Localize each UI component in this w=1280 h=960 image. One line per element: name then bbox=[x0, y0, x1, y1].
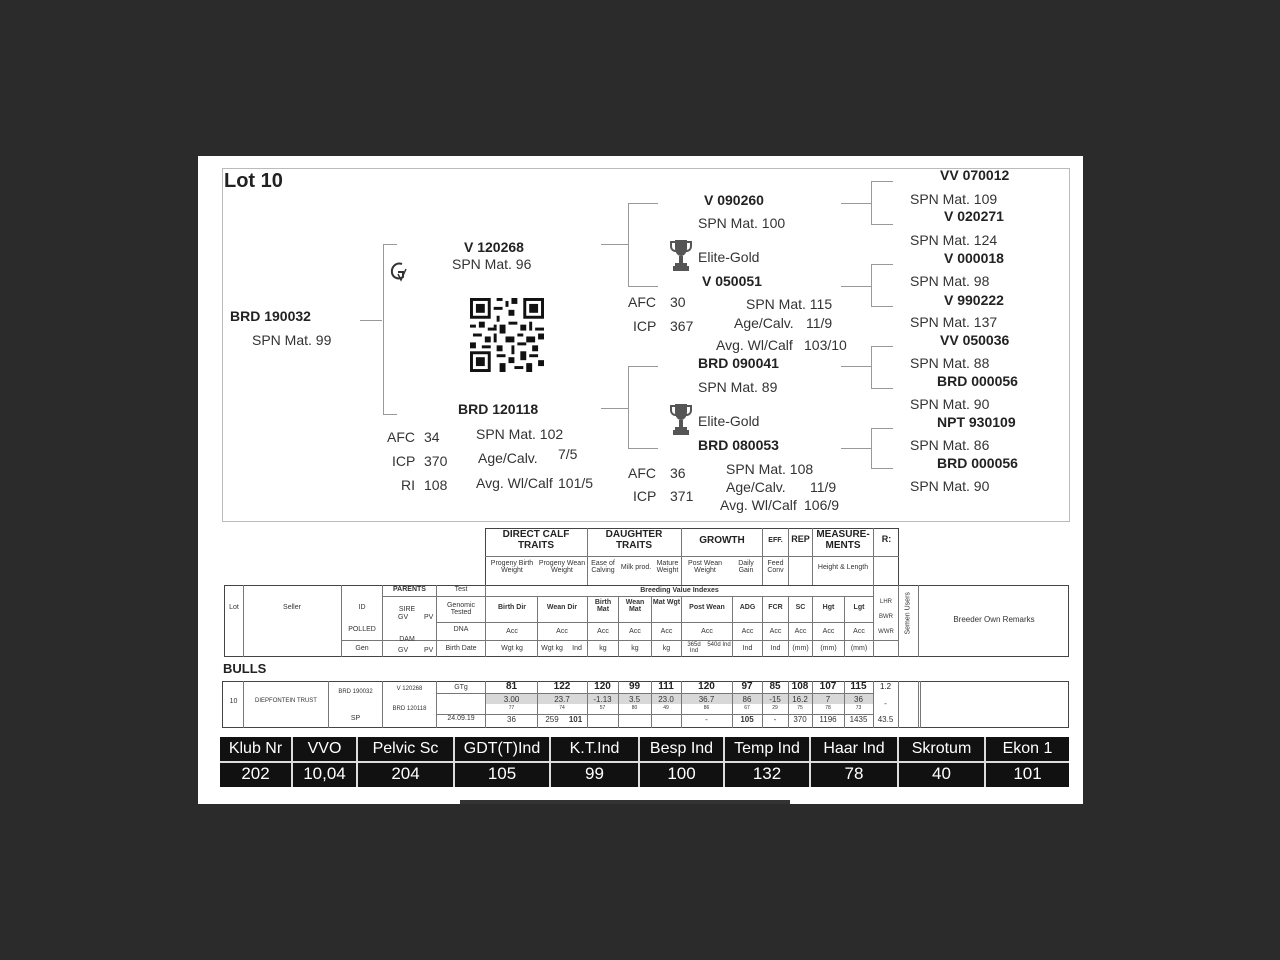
unit-label: (mm) bbox=[792, 645, 809, 652]
acc-label: Acc bbox=[660, 628, 673, 635]
row-sp: SP bbox=[350, 715, 361, 722]
subgroup-label: Ease of Calving bbox=[591, 560, 615, 574]
dam-dam-avg-label: Avg. Wl/Calf bbox=[720, 497, 797, 513]
raw-value: 259 bbox=[545, 715, 559, 724]
row-birth: 24.09.19 bbox=[447, 715, 475, 722]
summary-value: 40 bbox=[932, 764, 951, 783]
col-mat-wgt: Mat Wgt bbox=[652, 599, 681, 606]
hdr-gen: Gen bbox=[355, 645, 369, 652]
subgroup-label: Post Wean Weight bbox=[687, 560, 723, 574]
unit-label: Wgt kg bbox=[541, 645, 563, 652]
summary-label: Besp Ind bbox=[649, 740, 714, 757]
unit-label: Ind bbox=[742, 645, 753, 652]
lot-title: Lot 10 bbox=[224, 170, 283, 192]
hdr-dna: DNA bbox=[453, 626, 469, 633]
group-rep: REP bbox=[791, 534, 810, 544]
gen3-id: VV 050036 bbox=[940, 332, 1010, 348]
summary-value: 101 bbox=[1013, 764, 1042, 783]
gen3-spn: SPN Mat. 90 bbox=[910, 478, 990, 494]
bv-value: 1.2 bbox=[879, 682, 892, 691]
dam-icp-label: ICP bbox=[392, 453, 416, 469]
raw-value: 23.7 bbox=[554, 695, 570, 704]
bv-value: 108 bbox=[791, 681, 809, 692]
unit-label: 540d Ind bbox=[707, 642, 731, 648]
summary-label: Temp Ind bbox=[734, 740, 800, 757]
sire-dam-avg: 103/10 bbox=[804, 337, 847, 353]
summary-value: 105 bbox=[487, 764, 517, 783]
dam-age: 7/5 bbox=[558, 446, 578, 462]
hdr-bvi: Breeding Value Indexes bbox=[640, 587, 719, 594]
gen3-id: V 020271 bbox=[944, 208, 1004, 224]
bv-value: 107 bbox=[819, 681, 837, 692]
dam-dam-afc: 36 bbox=[670, 465, 686, 481]
raw-value: - bbox=[773, 715, 777, 724]
bv-value: 99 bbox=[628, 681, 641, 692]
acc-value: 78 bbox=[825, 705, 831, 711]
bv-value: 120 bbox=[594, 681, 611, 692]
acc-label: Acc bbox=[506, 628, 518, 635]
summary-label: K.T.Ind bbox=[569, 740, 620, 757]
row-test: GTg bbox=[454, 684, 468, 691]
acc-value: 73 bbox=[855, 705, 862, 711]
col-wean-dir: Wean Dir bbox=[546, 604, 578, 611]
raw-value: 36 bbox=[507, 715, 516, 724]
gen3-spn: SPN Mat. 137 bbox=[910, 314, 998, 330]
gen3-spn: SPN Mat. 124 bbox=[910, 232, 998, 248]
sire-dam-avg-label: Avg. Wl/Calf bbox=[716, 337, 793, 353]
trophy-icon bbox=[670, 402, 692, 436]
raw-value: 105 bbox=[740, 715, 754, 724]
dam-afc-label: AFC bbox=[387, 429, 415, 445]
summary-label: Ekon 1 bbox=[1002, 740, 1053, 757]
acc-value: 57 bbox=[599, 705, 606, 711]
row-seller: DIEPFONTEIN TRUST bbox=[255, 698, 317, 704]
hdr-gv: GV bbox=[398, 647, 409, 654]
sire-afc: 30 bbox=[670, 294, 686, 310]
unit-label: 365d Ind bbox=[687, 642, 701, 654]
raw-value: 23.0 bbox=[658, 695, 674, 704]
unit-label: (mm) bbox=[850, 645, 868, 652]
dam-dam-icp: 371 bbox=[670, 488, 694, 504]
hdr-bwr: BWR bbox=[879, 614, 893, 620]
bv-value: 97 bbox=[741, 681, 753, 692]
bv-value: 81 bbox=[505, 681, 518, 692]
acc-value: 49 bbox=[663, 705, 669, 711]
dam-dam-age: 11/9 bbox=[810, 479, 837, 495]
row-dam: BRD 120118 bbox=[392, 706, 427, 712]
subgroup-label: Feed Conv bbox=[767, 560, 784, 574]
bv-value: 122 bbox=[553, 681, 571, 692]
gen3-spn: SPN Mat. 88 bbox=[910, 355, 990, 371]
hdr-genomic: Genomic Tested bbox=[446, 602, 475, 616]
sire-icp: 367 bbox=[670, 318, 694, 334]
raw-value: 43.5 bbox=[877, 715, 894, 724]
sire-dam-age: 11/9 bbox=[806, 315, 833, 331]
raw-value: -15 bbox=[769, 695, 781, 704]
dam-dam-avg: 106/9 bbox=[804, 497, 840, 513]
subgroup-label: Daily Gain bbox=[738, 560, 754, 574]
unit-label: Wgt kg bbox=[501, 645, 523, 652]
raw-value: 3.00 bbox=[503, 695, 520, 704]
raw-value: - bbox=[884, 699, 887, 708]
bottom-tab-strip bbox=[460, 800, 790, 804]
hdr-remarks: Breeder Own Remarks bbox=[953, 615, 1035, 624]
gen3-spn: SPN Mat. 90 bbox=[910, 396, 990, 412]
hdr-polled: POLLED bbox=[348, 626, 376, 633]
animal-id: BRD 190032 bbox=[230, 308, 311, 324]
dam-sire-elite: Elite-Gold bbox=[698, 413, 760, 429]
raw-value: 7 bbox=[825, 695, 831, 704]
summary-value: 78 bbox=[844, 764, 864, 783]
gen3-spn: SPN Mat. 86 bbox=[910, 437, 990, 453]
subgroup-label: Progeny Wean Weight bbox=[538, 560, 586, 574]
acc-value: 29 bbox=[772, 705, 778, 711]
sire-spn: SPN Mat. 96 bbox=[452, 256, 532, 272]
sire-sire-spn: SPN Mat. 100 bbox=[698, 215, 786, 231]
subgroup-label: Mature Weight bbox=[656, 560, 679, 574]
bv-value: 115 bbox=[850, 681, 867, 692]
summary-label: VVO bbox=[307, 740, 342, 757]
hdr-seller: Seller bbox=[283, 604, 301, 611]
acc-label: Acc bbox=[822, 628, 835, 635]
summary-label: Klub Nr bbox=[228, 740, 283, 757]
dam-sire-id: BRD 090041 bbox=[698, 355, 779, 371]
breed-logo-icon bbox=[388, 260, 410, 282]
dam-icp: 370 bbox=[424, 453, 448, 469]
sire-dam-spn: SPN Mat. 115 bbox=[746, 296, 833, 312]
dam-avg: 101/5 bbox=[558, 475, 594, 491]
col-hgt: Hgt bbox=[822, 604, 835, 611]
acc-label: Acc bbox=[741, 628, 754, 635]
gen3-id: BRD 000056 bbox=[937, 373, 1018, 389]
raw-value: 16.2 bbox=[792, 695, 808, 704]
pedigree-card bbox=[198, 156, 1083, 804]
col-birth-mat: Birth Mat bbox=[594, 599, 612, 613]
unit-label: kg bbox=[662, 645, 671, 652]
dam-dam-spn: SPN Mat. 108 bbox=[726, 461, 814, 477]
trophy-icon bbox=[670, 238, 692, 272]
acc-label: Acc bbox=[701, 628, 713, 635]
summary-label: Pelvic Sc bbox=[372, 740, 439, 757]
bulls-heading: BULLS bbox=[223, 661, 267, 676]
hdr-wwr: WWR bbox=[878, 629, 894, 635]
unit-label: (mm) bbox=[820, 645, 837, 652]
hdr-pv: PV bbox=[424, 614, 434, 621]
gen3-spn: SPN Mat. 109 bbox=[910, 191, 998, 207]
dam-afc: 34 bbox=[424, 429, 440, 445]
dam-age-label: Age/Calv. bbox=[478, 450, 538, 466]
group-growth: GROWTH bbox=[699, 535, 745, 546]
qr-code bbox=[470, 298, 544, 372]
group-direct-calf: DIRECT CALF TRAITS bbox=[502, 529, 570, 551]
raw-value: 3.5 bbox=[628, 695, 641, 704]
sire-dam-id: V 050051 bbox=[702, 273, 762, 289]
hdr-id: ID bbox=[358, 604, 366, 611]
dam-dam-icp-label: ICP bbox=[633, 488, 657, 504]
col-birth-dir: Birth Dir bbox=[498, 604, 526, 611]
dam-dam-age-label: Age/Calv. bbox=[726, 479, 786, 495]
sire-dam-age-label: Age/Calv. bbox=[734, 315, 794, 331]
hdr-test: Test bbox=[454, 586, 468, 593]
acc-label: Acc bbox=[629, 628, 641, 635]
sire-afc-label: AFC bbox=[628, 294, 656, 310]
summary-label: GDT(T)Ind bbox=[463, 740, 541, 757]
raw-value: 86 bbox=[742, 695, 752, 704]
raw-value: 101 bbox=[568, 715, 583, 724]
col-wean-mat: Wean Mat bbox=[625, 599, 645, 613]
summary-value: 100 bbox=[667, 764, 696, 783]
hdr-dam: DAM bbox=[399, 636, 415, 643]
col-sc: SC bbox=[795, 604, 806, 611]
hdr-lhr: LHR bbox=[879, 599, 892, 605]
dam-spn: SPN Mat. 102 bbox=[476, 426, 564, 442]
raw-value: 36 bbox=[854, 695, 863, 704]
acc-label: Acc bbox=[853, 628, 865, 635]
summary-label: Haar Ind bbox=[823, 740, 885, 757]
unit-label: Ind bbox=[572, 645, 582, 652]
dam-avg-label: Avg. Wl/Calf bbox=[476, 475, 553, 491]
hdr-sire: SIRE bbox=[398, 606, 416, 613]
subgroup-label: Height & Length bbox=[817, 564, 869, 571]
summary-value: 204 bbox=[391, 764, 420, 783]
group-eff: EFF. bbox=[768, 537, 783, 544]
acc-label: Acc bbox=[556, 628, 568, 635]
hdr-lot: Lot bbox=[229, 604, 239, 611]
sire-sire-id: V 090260 bbox=[704, 192, 764, 208]
summary-value: 99 bbox=[585, 764, 604, 783]
gen3-id: V 990222 bbox=[944, 292, 1004, 308]
acc-label: Acc bbox=[769, 628, 782, 635]
hdr-pv: PV bbox=[424, 647, 434, 654]
hdr-parents: PARENTS bbox=[393, 586, 426, 593]
acc-value: 75 bbox=[797, 705, 803, 711]
group-daughter: DAUGHTER TRAITS bbox=[605, 529, 663, 551]
sire-id: V 120268 bbox=[464, 239, 524, 255]
subgroup-label: Milk prod. bbox=[620, 564, 652, 571]
acc-value: 86 bbox=[703, 705, 710, 711]
group-r: R: bbox=[881, 534, 892, 544]
gen3-spn: SPN Mat. 98 bbox=[910, 273, 990, 289]
summary-value: 132 bbox=[752, 764, 782, 783]
col-fcr: FCR bbox=[768, 604, 783, 611]
dam-id: BRD 120118 bbox=[458, 401, 539, 417]
animal-spn: SPN Mat. 99 bbox=[252, 332, 332, 348]
hdr-gv: GV bbox=[398, 614, 409, 621]
raw-value: 36.7 bbox=[698, 695, 715, 704]
gen3-id: V 000018 bbox=[944, 250, 1004, 266]
summary-value: 10,04 bbox=[303, 764, 346, 783]
unit-label: kg bbox=[631, 645, 639, 652]
dam-dam-id: BRD 080053 bbox=[698, 437, 779, 453]
gen3-id: NPT 930109 bbox=[937, 414, 1016, 430]
acc-value: 74 bbox=[559, 705, 565, 711]
summary-label: Skrotum bbox=[911, 740, 972, 757]
dam-sire-spn: SPN Mat. 89 bbox=[698, 379, 778, 395]
summary-value: 202 bbox=[241, 764, 270, 783]
dam-ri-label: RI bbox=[401, 477, 415, 493]
unit-label: Ind bbox=[770, 645, 781, 652]
summary-bar bbox=[220, 737, 1069, 787]
raw-value: 1196 bbox=[819, 715, 837, 724]
bv-value: 111 bbox=[658, 681, 674, 692]
raw-value: 370 bbox=[793, 715, 807, 724]
col-post-wean: Post Wean bbox=[689, 604, 725, 611]
dam-ri: 108 bbox=[424, 477, 448, 493]
bv-value: 120 bbox=[698, 681, 715, 692]
dam-dam-afc-label: AFC bbox=[628, 465, 656, 481]
raw-value: 1435 bbox=[849, 715, 868, 724]
gen3-id: BRD 000056 bbox=[937, 455, 1018, 471]
acc-value: 67 bbox=[744, 705, 750, 711]
col-lgt: Lgt bbox=[853, 604, 865, 611]
unit-label: kg bbox=[599, 645, 607, 652]
raw-value: -1.13 bbox=[593, 695, 612, 704]
acc-value: 80 bbox=[631, 705, 638, 711]
acc-label: Acc bbox=[597, 628, 609, 635]
row-id: BRD 190032 bbox=[338, 689, 373, 695]
col-adg: ADG bbox=[739, 604, 756, 611]
group-measurements: MEASURE- MENTS bbox=[816, 529, 870, 551]
row-sire: V 120268 bbox=[396, 686, 423, 692]
acc-label: Acc bbox=[794, 628, 807, 635]
acc-value: 77 bbox=[508, 705, 515, 711]
bv-value: 85 bbox=[769, 681, 781, 692]
hdr-birth-date: Birth Date bbox=[445, 645, 477, 652]
row-lot: 10 bbox=[229, 698, 238, 705]
sire-icp-label: ICP bbox=[633, 318, 657, 334]
subgroup-label: Progeny Birth Weight bbox=[490, 560, 534, 574]
hdr-semen-users: Semen Users bbox=[904, 592, 912, 635]
gen3-id: VV 070012 bbox=[940, 167, 1010, 183]
raw-value: - bbox=[705, 715, 708, 724]
sire-sire-elite: Elite-Gold bbox=[698, 249, 760, 265]
